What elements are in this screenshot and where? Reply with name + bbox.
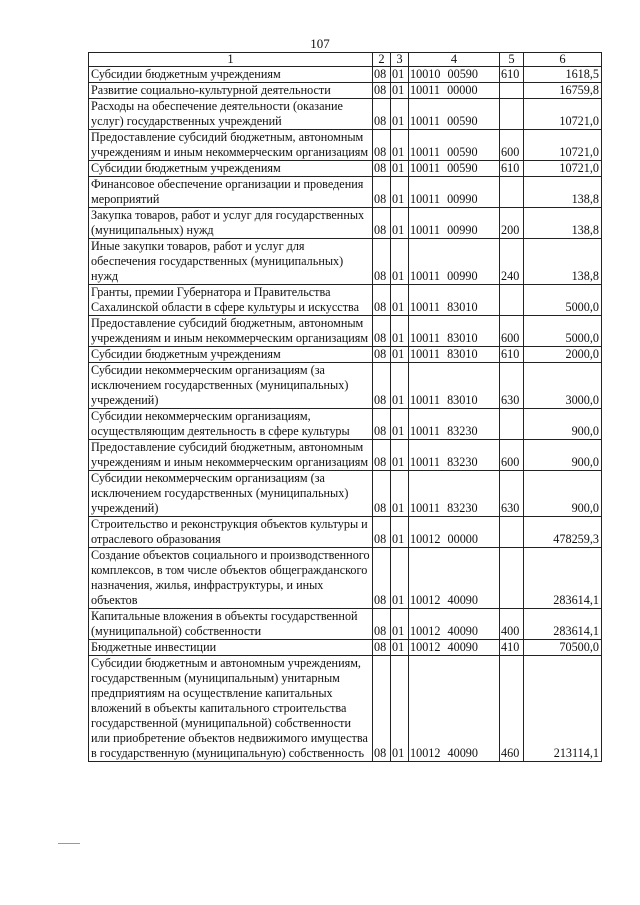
table-row (89, 316, 602, 347)
row-name: Закупка товаров, работ и услуг для государственных (муниципальных) нужд (89, 208, 373, 239)
row-name: Предоставление субсидий бюджетным, автономным учреждениям и иным некоммерческим организациям (89, 316, 373, 347)
row-subsection: 01 (391, 609, 409, 640)
row-section: 08 (373, 208, 391, 239)
row-amount: 478259,3 (524, 517, 602, 548)
row-subsection: 01 (391, 640, 409, 656)
row-name: Субсидии бюджетным учреждениям (89, 161, 373, 177)
row-amount: 213114,1 (524, 656, 602, 762)
row-target: 10011 00590 (409, 161, 500, 177)
page-number: 107 (310, 36, 330, 51)
row-target: 10011 00000 (409, 83, 500, 99)
row-expense-type: 600 (500, 440, 524, 471)
row-amount: 900,0 (524, 471, 602, 517)
row-section: 08 (373, 656, 391, 762)
row-target: 10011 83230 (409, 409, 500, 440)
row-name: Субсидии бюджетным и автономным учреждениям, государственным (муниципальным) унитарным предприятиям на осуществление капитальных вложений в объекты капитального строительства государственной (муниципальной) собственности или приобретение объектов недвижимого имущества в государственную (муниципальную) собственность (89, 656, 373, 762)
row-name: Гранты, премии Губернатора и Правительства Сахалинской области в сфере культуры и искусства (89, 285, 373, 316)
row-expense-type (500, 517, 524, 548)
row-amount: 5000,0 (524, 316, 602, 347)
table-row (89, 409, 602, 440)
row-subsection: 01 (391, 177, 409, 208)
row-expense-type: 610 (500, 347, 524, 363)
row-amount: 2000,0 (524, 347, 602, 363)
row-section: 08 (373, 409, 391, 440)
row-name: Субсидии бюджетным учреждениям (89, 347, 373, 363)
row-subsection: 01 (391, 130, 409, 161)
table-row (89, 161, 602, 177)
row-expense-type: 460 (500, 656, 524, 762)
row-target: 10010 00590 (409, 67, 500, 83)
row-amount: 16759,8 (524, 83, 602, 99)
column-header-name: 1 (89, 53, 373, 67)
row-target: 10011 83010 (409, 347, 500, 363)
row-subsection: 01 (391, 285, 409, 316)
row-section: 08 (373, 130, 391, 161)
row-amount: 1618,5 (524, 67, 602, 83)
row-amount: 3000,0 (524, 363, 602, 409)
column-header-section: 2 (373, 53, 391, 67)
row-amount: 900,0 (524, 409, 602, 440)
row-name: Предоставление субсидий бюджетным, автономным учреждениям и иным некоммерческим организациям (89, 130, 373, 161)
table-row (89, 67, 602, 83)
row-section: 08 (373, 285, 391, 316)
row-name: Субсидии некоммерческим организациям (за исключением государственных (муниципальных) учреждений) (89, 471, 373, 517)
row-target: 10012 40090 (409, 609, 500, 640)
row-target: 10011 00990 (409, 239, 500, 285)
row-name: Капитальные вложения в объекты государственной (муниципальной) собственности (89, 609, 373, 640)
column-header-subsection: 3 (391, 53, 409, 67)
budget-table (88, 52, 602, 762)
table-row (89, 83, 602, 99)
row-section: 08 (373, 99, 391, 130)
table-row (89, 285, 602, 316)
row-expense-type: 400 (500, 609, 524, 640)
row-subsection: 01 (391, 656, 409, 762)
row-expense-type: 610 (500, 67, 524, 83)
row-expense-type: 610 (500, 161, 524, 177)
row-section: 08 (373, 316, 391, 347)
column-header-amount: 6 (524, 53, 602, 67)
row-target: 10011 83010 (409, 285, 500, 316)
row-section: 08 (373, 548, 391, 609)
row-expense-type (500, 99, 524, 130)
row-name: Строительство и реконструкция объектов культуры и отраслевого образования (89, 517, 373, 548)
row-amount: 10721,0 (524, 130, 602, 161)
row-name: Расходы на обеспечение деятельности (оказание услуг) государственных учреждений (89, 99, 373, 130)
row-target: 10011 00990 (409, 208, 500, 239)
table-row (89, 609, 602, 640)
row-amount: 138,8 (524, 208, 602, 239)
row-subsection: 01 (391, 83, 409, 99)
row-target: 10012 00000 (409, 517, 500, 548)
row-subsection: 01 (391, 239, 409, 285)
row-amount: 138,8 (524, 177, 602, 208)
row-expense-type (500, 285, 524, 316)
table-row (89, 347, 602, 363)
row-subsection: 01 (391, 347, 409, 363)
table-row (89, 208, 602, 239)
row-section: 08 (373, 517, 391, 548)
row-subsection: 01 (391, 67, 409, 83)
row-target: 10012 40090 (409, 640, 500, 656)
row-expense-type: 600 (500, 130, 524, 161)
row-target: 10011 00590 (409, 99, 500, 130)
row-subsection: 01 (391, 440, 409, 471)
row-section: 08 (373, 440, 391, 471)
table-row (89, 363, 602, 409)
row-expense-type: 200 (500, 208, 524, 239)
row-subsection: 01 (391, 363, 409, 409)
row-target: 10012 40090 (409, 656, 500, 762)
table-row (89, 440, 602, 471)
row-subsection: 01 (391, 548, 409, 609)
row-target: 10011 83230 (409, 440, 500, 471)
row-amount: 70500,0 (524, 640, 602, 656)
row-expense-type (500, 548, 524, 609)
row-section: 08 (373, 609, 391, 640)
row-amount: 900,0 (524, 440, 602, 471)
row-amount: 10721,0 (524, 161, 602, 177)
row-target: 10011 83010 (409, 363, 500, 409)
row-expense-type: 630 (500, 471, 524, 517)
row-name: Бюджетные инвестиции (89, 640, 373, 656)
row-amount: 10721,0 (524, 99, 602, 130)
row-subsection: 01 (391, 316, 409, 347)
row-name: Предоставление субсидий бюджетным, автономным учреждениям и иным некоммерческим организациям (89, 440, 373, 471)
row-name: Развитие социально-культурной деятельности (89, 83, 373, 99)
row-amount: 138,8 (524, 239, 602, 285)
row-expense-type: 630 (500, 363, 524, 409)
table-row (89, 99, 602, 130)
row-amount: 283614,1 (524, 609, 602, 640)
row-expense-type (500, 409, 524, 440)
row-section: 08 (373, 363, 391, 409)
table-row (89, 177, 602, 208)
row-subsection: 01 (391, 208, 409, 239)
column-header-target: 4 (409, 53, 500, 67)
row-section: 08 (373, 161, 391, 177)
row-subsection: 01 (391, 471, 409, 517)
row-section: 08 (373, 83, 391, 99)
row-name: Субсидии некоммерческим организациям, осуществляющим деятельность в сфере культуры (89, 409, 373, 440)
row-section: 08 (373, 640, 391, 656)
row-name: Субсидии бюджетным учреждениям (89, 67, 373, 83)
row-section: 08 (373, 67, 391, 83)
row-subsection: 01 (391, 517, 409, 548)
row-section: 08 (373, 471, 391, 517)
row-expense-type: 410 (500, 640, 524, 656)
row-target: 10011 83010 (409, 316, 500, 347)
table-row (89, 640, 602, 656)
table-row (89, 471, 602, 517)
column-header-expense-type: 5 (500, 53, 524, 67)
table-row (89, 239, 602, 285)
table-row (89, 130, 602, 161)
row-name: Создание объектов социального и производственного комплексов, в том числе объектов общегражданского назначения, жилья, инфраструктуры, и иных объектов (89, 548, 373, 609)
row-section: 08 (373, 177, 391, 208)
table-row (89, 517, 602, 548)
row-expense-type: 240 (500, 239, 524, 285)
row-expense-type (500, 177, 524, 208)
row-section: 08 (373, 347, 391, 363)
row-expense-type (500, 83, 524, 99)
row-name: Иные закупки товаров, работ и услуг для обеспечения государственных (муниципальных) нужд (89, 239, 373, 285)
table-row (89, 548, 602, 609)
row-amount: 283614,1 (524, 548, 602, 609)
row-target: 10011 00590 (409, 130, 500, 161)
row-expense-type: 600 (500, 316, 524, 347)
row-name: Финансовое обеспечение организации и проведения мероприятий (89, 177, 373, 208)
scan-mark-divider (58, 843, 80, 844)
row-subsection: 01 (391, 161, 409, 177)
row-subsection: 01 (391, 99, 409, 130)
row-target: 10011 00990 (409, 177, 500, 208)
row-section: 08 (373, 239, 391, 285)
row-target: 10011 83230 (409, 471, 500, 517)
table-header-row (89, 53, 602, 67)
row-target: 10012 40090 (409, 548, 500, 609)
row-amount: 5000,0 (524, 285, 602, 316)
row-subsection: 01 (391, 409, 409, 440)
row-name: Субсидии некоммерческим организациям (за исключением государственных (муниципальных) учреждений) (89, 363, 373, 409)
table-row (89, 656, 602, 762)
